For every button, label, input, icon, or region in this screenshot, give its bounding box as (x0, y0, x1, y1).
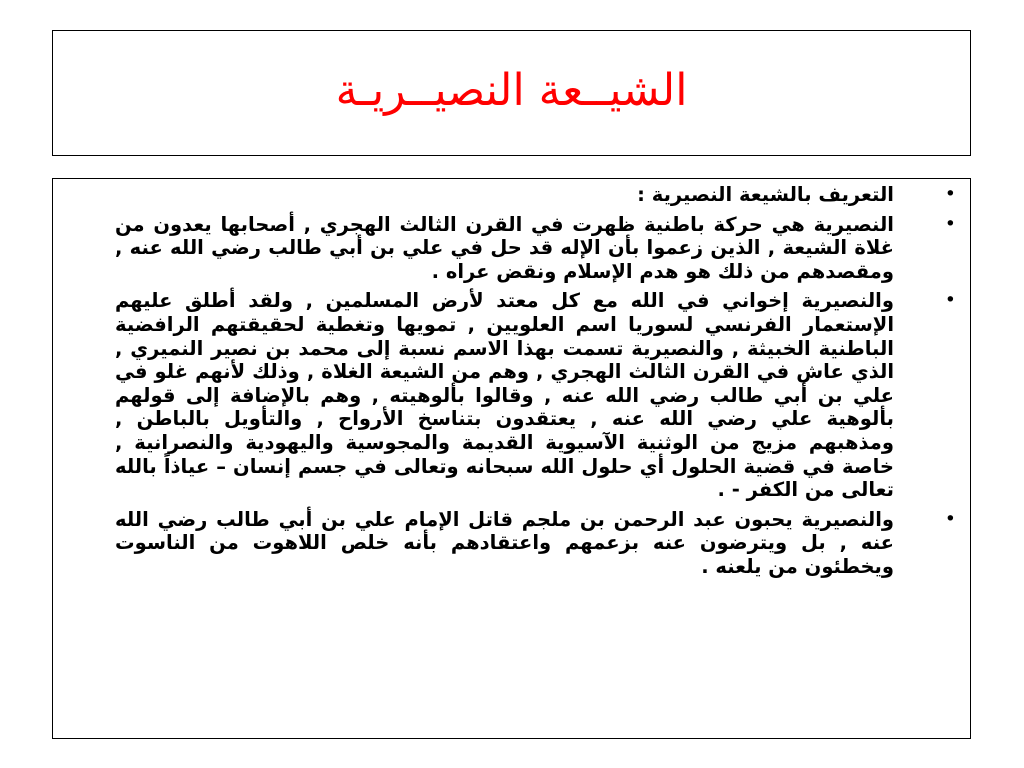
bullet-icon: • (944, 289, 956, 312)
bullet-item-definition-heading (115, 183, 956, 207)
bullet-item-beliefs (115, 508, 956, 579)
bullet-item-history (115, 289, 956, 501)
slide-title-box (52, 30, 971, 156)
bullet-icon: • (944, 183, 956, 205)
bullet-item-definition (115, 213, 956, 284)
bullet-text: والنصيرية يحبون عبد الرحمن بن ملجم قاتل الإمام علي بن أبي طالب رضي الله عنه , بل ويترضون عنه بزعمهم واعتقادهم بأنه خلص اللاهوت من الناسوت ويخطئون من يلعنه . (115, 507, 894, 578)
bullet-text: التعريف بالشيعة النصيرية : (637, 183, 894, 206)
slide-content-box (52, 178, 971, 739)
bullet-icon: • (944, 212, 956, 235)
slide-title: الشيــعة النصيــريـة (335, 64, 688, 116)
bullet-text: النصيرية هي حركة باطنية ظهرت في القرن الثالث الهجري , أصحابها يعدون من غلاة الشيعة , الذين زعموا بأن الإله قد حل في علي بن أبي طالب رضي الله عنه , ومقصدهم من ذلك هو هدم الإسلام ونقض عراه . (115, 212, 894, 283)
bullet-list (115, 183, 956, 579)
bullet-icon: • (944, 507, 956, 530)
bullet-text: والنصيرية إخواني في الله مع كل معتد لأرض المسلمين , ولقد أطلق عليهم الإستعمار الفرنسي لسوريا اسم العلويين , تمويها وتغطية لحقيقتهم الرافضية الباطنية الخبيثة , والنصيرية تسمت بهذا الاسم نسبة إلى محمد بن نصير النميري , الذي عاش في القرن الثالث الهجري , وهم من الشيعة الغلاة , وذلك لأنهم غلو في علي بن أبي طالب رضي الله عنه , وقالوا بألوهيته , وهم بالإضافة إلى قولهم بألوهية علي رضي الله عنه , يعتقدون بتناسخ الأرواح , والتأويل بالباطن , ومذهبهم مزيج من الوثنية الآسيوية القديمة والمجوسية واليهودية والنصرانية , خاصة في قضية الحلول أي حلول الله سبحانه وتعالى في جسم إنسان – عياذاً بالله تعالى من الكفر - . (115, 289, 894, 502)
